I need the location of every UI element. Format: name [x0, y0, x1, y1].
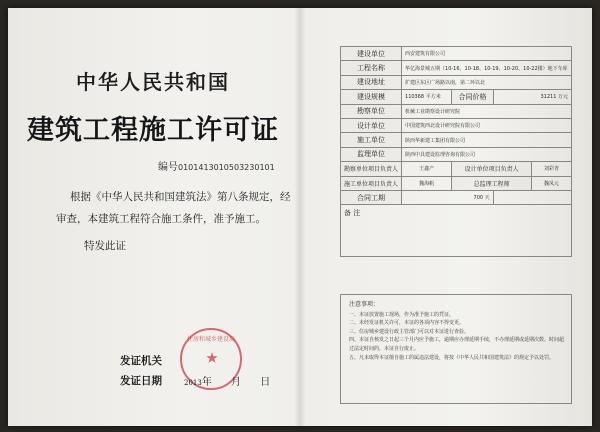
row-value: 110368 平方米: [402, 90, 452, 104]
table-row: [341, 133, 572, 147]
row-value: 31211 万元: [493, 90, 571, 104]
remark-label: 备 注: [341, 205, 572, 257]
row-value: 中国建筑西北设计研究院有限公司: [402, 118, 572, 132]
right-page: [304, 8, 592, 426]
table-row: [341, 90, 572, 104]
table-row: [341, 118, 572, 132]
row-label: 建设单位: [341, 47, 402, 61]
row-label: 监理单位: [341, 147, 402, 161]
issuer-label: 发证机关: [120, 355, 162, 367]
certificate-body: 根据《中华人民共和国建筑法》第八条规定，经审查，本建筑工程符合施工条件，准予施工。: [56, 191, 291, 225]
issue-date-fields: [184, 373, 284, 388]
table-row: [341, 147, 572, 161]
row-label: 建设规模: [341, 90, 402, 104]
row-label: 设计单位: [341, 118, 402, 132]
row-value: 刘彩青: [532, 162, 572, 176]
row-label: 合同工期: [341, 190, 402, 204]
row-label: 施工单位项目负责人: [341, 176, 402, 190]
row-label: 合同价格: [452, 90, 493, 104]
row-value: 王鑫产: [402, 162, 452, 176]
note-item: 二、未经发证机关许可，本证的各项内容不得变更。: [349, 320, 465, 327]
row-label: 总监理工程师: [452, 176, 532, 190]
table-row: [341, 104, 572, 118]
row-value: 西安建筑有限公司: [402, 47, 572, 61]
country-name: 中华人民共和国: [76, 70, 230, 94]
seal-text: 住房和城乡建设局: [186, 336, 235, 343]
table-row: [341, 47, 572, 61]
row-label: 施工单位: [341, 133, 402, 147]
notes-heading: 注意事项：: [349, 301, 380, 308]
row-value: 华亿海景城五期（10-16、10-18、10-19、10-20、10-22楼）地下车库: [402, 61, 572, 75]
day-unit: 日: [260, 377, 271, 388]
row-value: 魏凤元: [532, 176, 572, 190]
table-row: [341, 205, 572, 257]
row-value: 扩建区东区广场路以南，第二环以北: [402, 75, 572, 89]
row-value: 魏海帆: [402, 176, 452, 190]
notes-box: [340, 294, 572, 404]
issue-date-label: 发证日期: [120, 375, 162, 387]
row-value: 700 天: [402, 190, 494, 204]
note-item: 一、本证放置施工现场，作为准予施工的凭证。: [349, 311, 455, 318]
serial-value: 0101413010503230101: [178, 163, 275, 172]
issue-year: 2013: [184, 379, 202, 387]
project-info-table: [340, 46, 572, 257]
row-value: 陕西华新建工集团有限公司: [402, 133, 572, 147]
table-row: [341, 190, 572, 204]
row-value: 机械工业勘察设计研究院: [402, 104, 572, 118]
table-row: [341, 61, 572, 75]
row-value: 陕西中具建设监理咨询有限公司: [402, 147, 572, 161]
row-label: 建设地址: [341, 75, 402, 89]
serial-number: [158, 158, 275, 173]
note-item: 三、住房城乡建设行政主管部门可以对本证进行查验。: [349, 328, 470, 335]
special-notice: 特发此证: [84, 240, 126, 252]
certificate-title: 建筑工程施工许可证: [27, 115, 279, 146]
row-label: 勘察单位: [341, 104, 402, 118]
table-row: [341, 75, 572, 89]
permit-document: [8, 8, 592, 426]
table-row: [341, 162, 572, 176]
year-unit: 年: [201, 377, 212, 388]
row-label: 勘察单位项目负责人: [341, 162, 402, 176]
note-item: 五、凡未取得本证擅自施工的属违法建设，将按《中华人民共和国建筑法》的规定予以处罚。: [349, 354, 555, 361]
note-item: 四、本证自核发之日起三个月内应予施工，逾期应办理延期手续，不办理延期或延期次数、时间超过法定时间的，本证自行废止。: [349, 337, 565, 352]
row-label: 工程名称: [341, 61, 402, 75]
table-row: [341, 176, 572, 190]
left-page: [8, 8, 298, 426]
month-unit: 月: [231, 377, 242, 388]
row-label: 设计单位项目负责人: [452, 162, 532, 176]
serial-label: 编号: [158, 162, 178, 173]
